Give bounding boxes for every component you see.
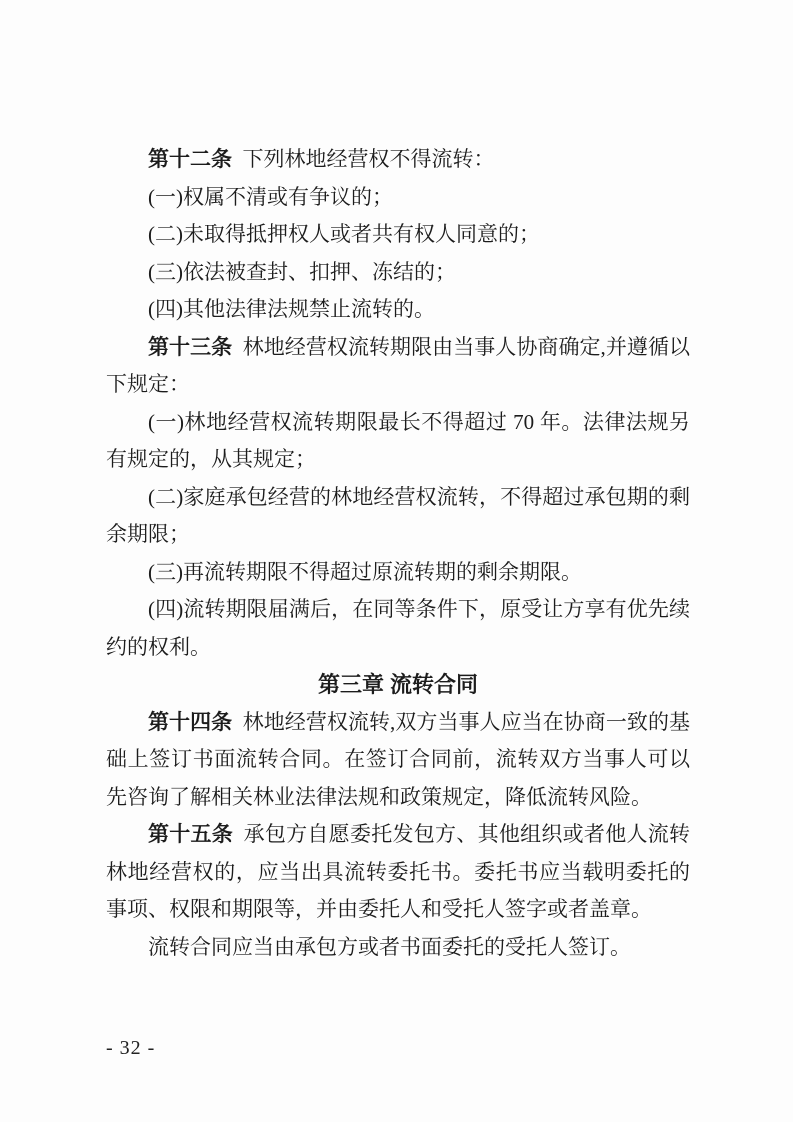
article-number: 第十四条 xyxy=(148,710,233,734)
paragraph xyxy=(106,404,690,479)
article-paragraph xyxy=(106,141,690,179)
paragraph xyxy=(106,554,690,592)
paragraph xyxy=(106,291,690,329)
article-paragraph xyxy=(106,329,690,404)
paragraph-text: 林地经营权流转期限由当事人协商确定,并遵循以下规定： xyxy=(106,334,691,396)
paragraph xyxy=(106,479,690,554)
paragraph-text: (二)未取得抵押权人或者共有权人同意的； xyxy=(148,222,540,246)
paragraph-text: (二)家庭承包经营的林地经营权流转，不得超过承包期的剩余期限； xyxy=(106,484,690,546)
paragraph-text: 第三章 流转合同 xyxy=(317,672,479,697)
paragraph xyxy=(106,179,690,217)
page-number: - 32 - xyxy=(106,1037,156,1059)
article-number: 第十二条 xyxy=(148,148,232,171)
paragraph xyxy=(106,254,690,292)
paragraph-text: (三)依法被查封、扣押、冻结的； xyxy=(148,259,456,284)
chapter-heading xyxy=(106,666,690,704)
article-paragraph xyxy=(106,704,690,817)
paragraph-text: (一)权属不清或有争议的； xyxy=(148,184,393,209)
article-number: 第十三条 xyxy=(148,335,233,359)
paragraph-text: 林地经营权流转,双方当事人应当在协商一致的基础上签订书面流转合同。在签订合同前，流转双方当事人可以先咨询了解相关林业法律法规和政策规定，降低流转风险。 xyxy=(106,709,691,809)
paragraph-text: (四)流转期限届满后，在同等条件下，原受让方享有优先续约的权利。 xyxy=(106,597,690,659)
article-number: 第十五条 xyxy=(148,823,234,846)
paragraph-text: (三)再流转期限不得超过原流转期的剩余期限。 xyxy=(148,559,582,584)
paragraph-text: (四)其他法律法规禁止流转的。 xyxy=(148,297,435,321)
paragraph xyxy=(106,591,690,666)
paragraph xyxy=(106,216,690,254)
paragraph-text: 流转合同应当由承包方或者书面委托的受托人签订。 xyxy=(148,934,631,959)
paragraph-text: (一)林地经营权流转期限最长不得超过 70 年。法律法规另有规定的，从其规定； xyxy=(106,409,690,471)
paragraph-text: 下列林地经营权不得流转： xyxy=(242,147,495,171)
document-body xyxy=(106,141,690,966)
article-paragraph xyxy=(106,816,690,929)
paragraph-text: 承包方自愿委托发包方、其他组织或者他人流转林地经营权的，应当出具流转委托书。委托书应当载明委托的事项、权限和期限等，并由委托人和受托人签字或者盖章。 xyxy=(106,822,691,921)
paragraph xyxy=(106,929,690,967)
